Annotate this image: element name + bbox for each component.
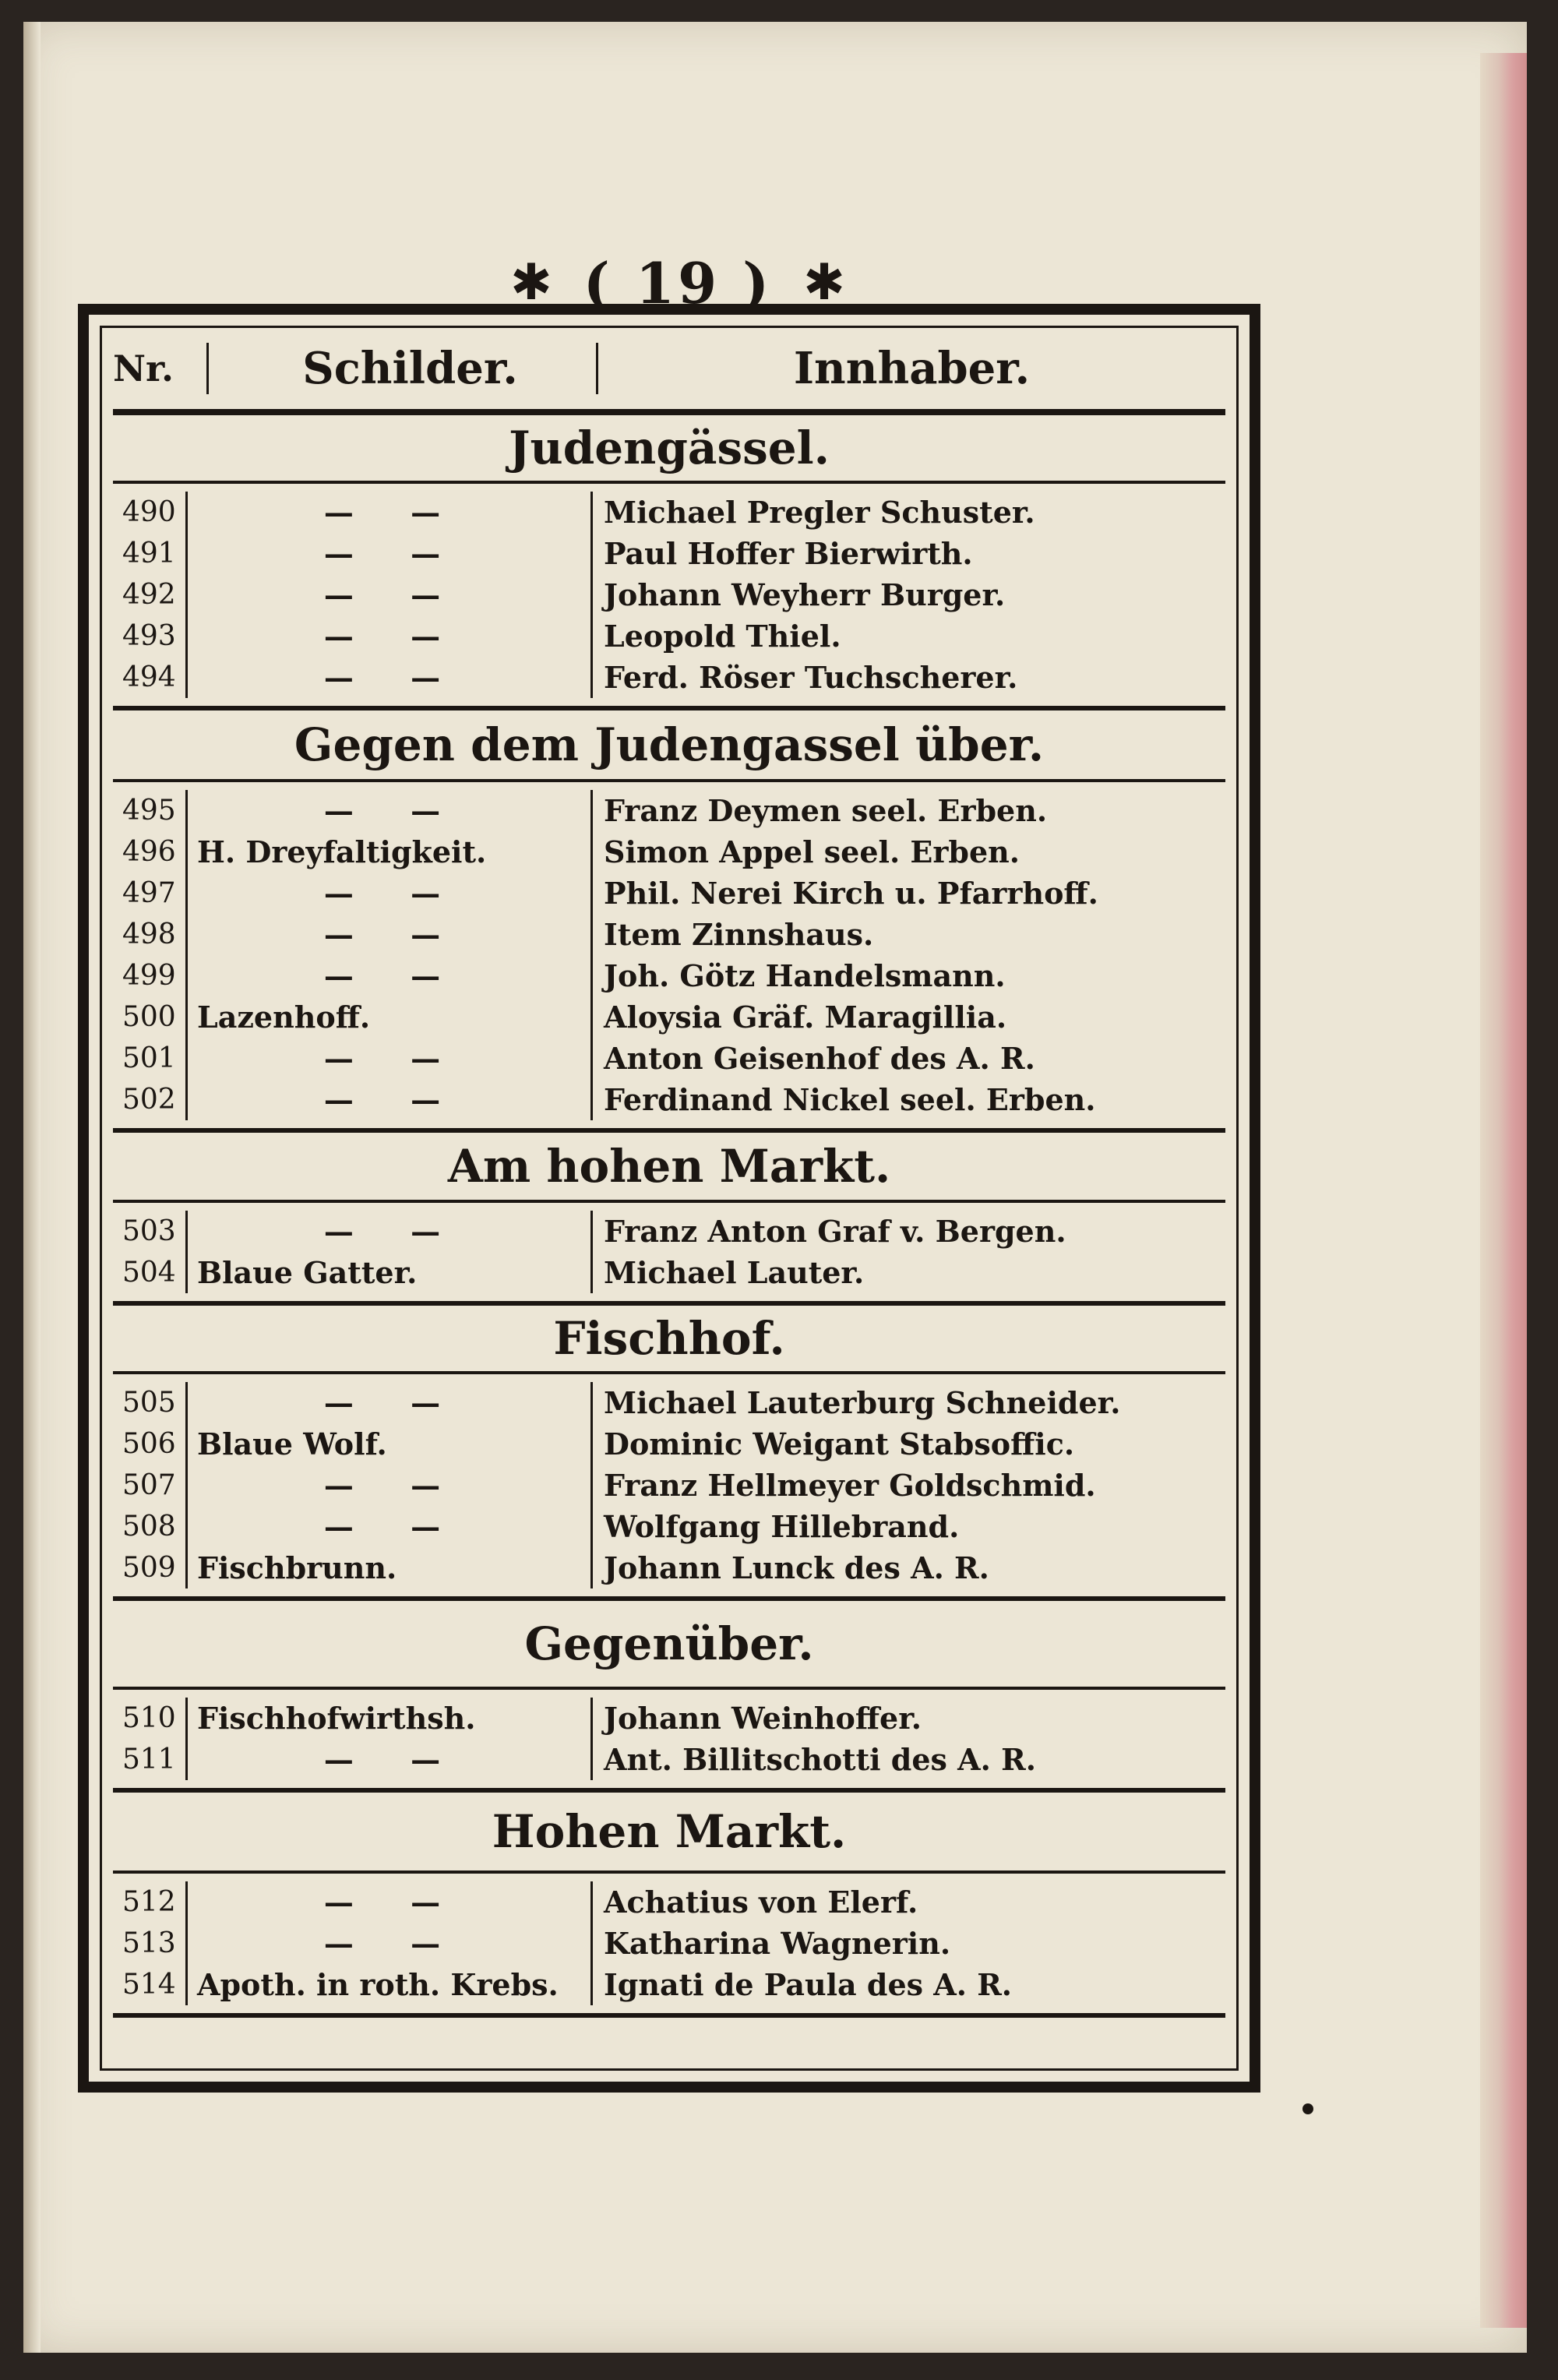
owner-name: Leopold Thiel.	[604, 619, 841, 654]
table-row	[113, 1038, 1225, 1079]
house-number: 490	[113, 492, 188, 533]
owner-name: Franz Anton Graf v. Bergen.	[604, 1214, 1066, 1249]
house-number: 506	[113, 1423, 188, 1465]
sign-name: — —	[188, 790, 593, 831]
table-row	[113, 1923, 1225, 1964]
sign-name: Fischhofwirthsh.	[188, 1698, 593, 1739]
house-number: 492	[113, 574, 188, 615]
sections-container	[113, 415, 1225, 2018]
table-row	[113, 615, 1225, 657]
owner-name: Joh. Götz Handelsmann.	[604, 958, 1006, 993]
table-row	[113, 657, 1225, 698]
table-frame	[78, 304, 1260, 2093]
house-number: 511	[113, 1739, 188, 1780]
sign-name: — —	[188, 914, 593, 955]
house-number: 514	[113, 1964, 188, 2005]
house-number: 512	[113, 1881, 188, 1923]
sign-name: — —	[188, 1211, 593, 1252]
sign-name: — —	[188, 574, 593, 615]
house-number: 508	[113, 1506, 188, 1547]
table-row	[113, 574, 1225, 615]
section-rows	[113, 1374, 1225, 1601]
sign-name: — —	[188, 615, 593, 657]
sign-name: — —	[188, 955, 593, 996]
table-row	[113, 1698, 1225, 1739]
house-number: 498	[113, 914, 188, 955]
table-row	[113, 1465, 1225, 1506]
sign-name: — —	[188, 1881, 593, 1923]
owner-name: Franz Deymen seel. Erben.	[604, 793, 1048, 828]
table-row	[113, 955, 1225, 996]
sign-name: Blaue Wolf.	[188, 1423, 593, 1465]
column-header-innhaber: Innhaber.	[596, 343, 1225, 394]
section-title: Am hohen Markt.	[113, 1133, 1225, 1203]
column-header-schilder: Schilder.	[206, 343, 596, 394]
table-row	[113, 1423, 1225, 1465]
table-row	[113, 996, 1225, 1038]
owner-name: Ant. Billitschotti des A. R.	[604, 1742, 1036, 1777]
house-number: 507	[113, 1465, 188, 1506]
owner-name: Franz Hellmeyer Goldschmid.	[604, 1468, 1096, 1503]
table-row	[113, 1211, 1225, 1252]
section-rows	[113, 1874, 1225, 2018]
sign-name: — —	[188, 533, 593, 574]
owner-name: Item Zinnshaus.	[604, 917, 874, 952]
sign-name: — —	[188, 492, 593, 533]
table-row	[113, 1252, 1225, 1293]
owner-name: Ignati de Paula des A. R.	[604, 1967, 1013, 2002]
owner-name: Achatius von Elerf.	[604, 1885, 918, 1920]
section-title: Gegen dem Judengassel über.	[113, 710, 1225, 782]
owner-name: Dominic Weigant Stabsoffic.	[604, 1426, 1075, 1461]
owner-name: Katharina Wagnerin.	[604, 1926, 951, 1961]
owner-name: Phil. Nerei Kirch u. Pfarrhoff.	[604, 876, 1098, 911]
section-title: Hohen Markt.	[113, 1793, 1225, 1874]
page-left-edge	[23, 22, 41, 2353]
house-number: 510	[113, 1698, 188, 1739]
sign-name: — —	[188, 873, 593, 914]
sign-name: — —	[188, 1923, 593, 1964]
section-rows	[113, 484, 1225, 710]
owner-name: Ferdinand Nickel seel. Erben.	[604, 1082, 1096, 1117]
owner-name: Johann Weyherr Burger.	[604, 577, 1006, 612]
sign-name: Apoth. in roth. Krebs.	[188, 1964, 593, 2005]
section-rows	[113, 782, 1225, 1133]
house-register-table	[100, 326, 1239, 2071]
house-number: 499	[113, 955, 188, 996]
sign-name: — —	[188, 1739, 593, 1780]
column-header-row	[113, 328, 1225, 415]
page-number: ( 19 )	[583, 249, 773, 316]
table-row	[113, 1079, 1225, 1120]
section-rows	[113, 1203, 1225, 1306]
owner-name: Michael Lauter.	[604, 1255, 865, 1290]
table-row	[113, 1881, 1225, 1923]
owner-name: Johann Lunck des A. R.	[604, 1550, 989, 1585]
house-number: 497	[113, 873, 188, 914]
page-right-edge	[1480, 53, 1527, 2328]
table-row	[113, 533, 1225, 574]
house-number: 501	[113, 1038, 188, 1079]
house-number: 500	[113, 996, 188, 1038]
sign-name: — —	[188, 1506, 593, 1547]
ink-dot	[1302, 2103, 1313, 2114]
owner-name: Aloysia Gräf. Maragillia.	[604, 1000, 1007, 1035]
house-number: 505	[113, 1382, 188, 1423]
section-title: Gegenüber.	[113, 1601, 1225, 1690]
table-row	[113, 1964, 1225, 2005]
house-number: 495	[113, 790, 188, 831]
sign-name: H. Dreyfaltigkeit.	[188, 831, 593, 873]
house-number: 496	[113, 831, 188, 873]
column-header-nr: Nr.	[113, 347, 174, 390]
section-rows	[113, 1690, 1225, 1793]
owner-name: Anton Geisenhof des A. R.	[604, 1041, 1035, 1076]
table-row	[113, 1547, 1225, 1588]
house-number: 513	[113, 1923, 188, 1964]
house-number: 503	[113, 1211, 188, 1252]
owner-name: Johann Weinhoffer.	[604, 1701, 922, 1736]
owner-name: Michael Pregler Schuster.	[604, 495, 1035, 530]
owner-name: Ferd. Röser Tuchscherer.	[604, 660, 1018, 695]
house-number: 491	[113, 533, 188, 574]
owner-name: Simon Appel seel. Erben.	[604, 834, 1020, 869]
house-number: 494	[113, 657, 188, 698]
house-number: 493	[113, 615, 188, 657]
sign-name: Lazenhoff.	[188, 996, 593, 1038]
table-row	[113, 790, 1225, 831]
table-row	[113, 1506, 1225, 1547]
house-number: 504	[113, 1252, 188, 1293]
sign-name: — —	[188, 1079, 593, 1120]
table-row	[113, 1382, 1225, 1423]
owner-name: Paul Hoffer Bierwirth.	[604, 536, 973, 571]
house-number: 509	[113, 1547, 188, 1588]
sign-name: — —	[188, 657, 593, 698]
sign-name: Fischbrunn.	[188, 1547, 593, 1588]
table-row	[113, 1739, 1225, 1780]
section-title: Fischhof.	[113, 1306, 1225, 1374]
table-row	[113, 914, 1225, 955]
house-number: 502	[113, 1079, 188, 1120]
owner-name: Wolfgang Hillebrand.	[604, 1509, 960, 1544]
table-row	[113, 831, 1225, 873]
sign-name: Blaue Gatter.	[188, 1252, 593, 1293]
section-title: Judengässel.	[113, 415, 1225, 484]
ornament-right-icon: ✱	[803, 254, 845, 312]
owner-name: Michael Lauterburg Schneider.	[604, 1385, 1121, 1420]
table-row	[113, 492, 1225, 533]
sign-name: — —	[188, 1382, 593, 1423]
sign-name: — —	[188, 1038, 593, 1079]
ornament-left-icon: ✱	[510, 254, 552, 312]
sign-name: — —	[188, 1465, 593, 1506]
table-row	[113, 873, 1225, 914]
